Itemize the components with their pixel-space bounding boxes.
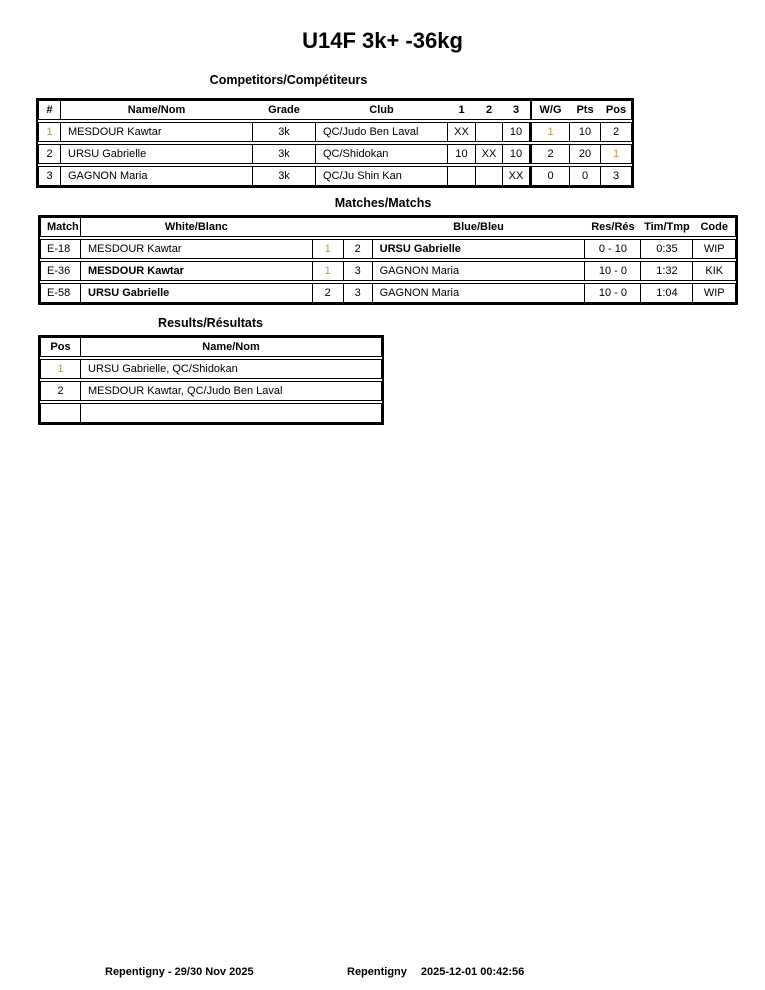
col-header-match2: 2	[485, 103, 493, 116]
match-row	[40, 261, 736, 281]
col-header-blue-number	[344, 218, 373, 236]
competitor-match2-cell	[476, 167, 503, 185]
competitor-number-cell: 2	[39, 145, 61, 163]
competitor-name-cell: URSU Gabrielle	[61, 145, 253, 163]
col-header-club: Club	[369, 103, 394, 116]
results-table	[38, 335, 384, 425]
competitor-match3-cell: XX	[503, 167, 530, 185]
result-position-cell: 1	[41, 360, 81, 378]
competitor-points-cell: 20	[570, 145, 601, 163]
match-white-number-cell: 1	[313, 262, 344, 280]
competitor-position-cell: 1	[612, 147, 620, 160]
footer-print-info	[347, 966, 524, 978]
col-header-blue: Blue/Bleu	[453, 220, 504, 233]
results-header-row	[40, 337, 382, 357]
result-name-cell: URSU Gabrielle, QC/Shidokan	[88, 362, 238, 375]
competitor-match2-cell	[476, 123, 503, 141]
competitor-number-cell: 1	[39, 123, 61, 141]
match-white-name-cell: MESDOUR Kawtar	[81, 240, 313, 258]
result-row	[40, 359, 382, 379]
competitor-row	[38, 122, 632, 142]
competitor-club-cell: QC/Shidokan	[316, 145, 448, 163]
result-name-cell	[81, 404, 381, 422]
match-code-cell: WIP	[703, 286, 725, 299]
competitors-header-row	[38, 100, 632, 120]
competitor-match3-cell: 10	[503, 145, 530, 163]
col-header-position: Pos	[41, 338, 81, 356]
match-white-number-cell: 1	[313, 240, 344, 258]
matches-header-row	[40, 217, 736, 237]
competitor-grade-cell: 3k	[253, 167, 316, 185]
match-blue-name-cell: URSU Gabrielle	[373, 240, 586, 258]
competitor-match3-cell: 10	[503, 123, 530, 141]
footer-timestamp-text: 2025-12-01 00:42:56	[420, 966, 525, 978]
match-blue-name-cell: GAGNON Maria	[373, 284, 586, 302]
match-row	[40, 283, 736, 303]
col-header-white-number	[313, 218, 344, 236]
result-position-cell	[41, 404, 81, 422]
col-header-name: Name/Nom	[202, 340, 260, 353]
competitors-section-heading: Competitors/Compétiteurs	[209, 73, 368, 87]
footer-event-text: Repentigny - 29/30 Nov 2025	[105, 966, 254, 978]
competitor-row	[38, 144, 632, 164]
match-time-cell: 1:04	[641, 284, 693, 302]
col-header-position: Pos	[605, 103, 627, 116]
competitor-match2-cell: XX	[476, 145, 503, 163]
competitor-position-cell: 2	[612, 125, 620, 138]
matches-table	[38, 215, 738, 305]
col-header-time: Tim/Tmp	[644, 220, 690, 233]
result-row	[40, 381, 382, 401]
match-result-cell: 0 - 10	[585, 240, 641, 258]
match-white-name-cell: URSU Gabrielle	[81, 284, 313, 302]
col-header-match-id: Match	[41, 218, 81, 236]
match-id-cell: E-18	[41, 240, 81, 258]
match-id-cell: E-36	[41, 262, 81, 280]
col-header-result: Res/Rés	[591, 220, 635, 233]
competitor-match1-cell: 10	[448, 145, 476, 163]
match-blue-name-cell: GAGNON Maria	[373, 262, 586, 280]
match-result-cell: 10 - 0	[585, 284, 641, 302]
match-code-cell: WIP	[703, 242, 725, 255]
col-header-points: Pts	[576, 103, 594, 116]
col-header-match1: 1	[458, 103, 465, 116]
match-blue-number-cell: 2	[344, 240, 373, 258]
matches-section-heading: Matches/Matchs	[334, 196, 432, 210]
competitor-wins-cell: 1	[530, 123, 570, 141]
competitor-row	[38, 166, 632, 186]
col-header-number: #	[39, 101, 61, 119]
competitor-wins-cell: 2	[530, 145, 570, 163]
competitor-grade-cell: 3k	[253, 123, 316, 141]
match-row	[40, 239, 736, 259]
match-code-cell: KIK	[705, 264, 724, 277]
footer-venue-text: Repentigny	[347, 966, 407, 978]
competitor-points-cell: 10	[570, 123, 601, 141]
match-time-cell: 0:35	[641, 240, 693, 258]
result-position-cell: 2	[41, 382, 81, 400]
match-white-name-cell: MESDOUR Kawtar	[81, 262, 313, 280]
competitor-club-cell: QC/Ju Shin Kan	[316, 167, 448, 185]
competitor-number-cell: 3	[39, 167, 61, 185]
competitor-match1-cell: XX	[448, 123, 476, 141]
result-name-cell: MESDOUR Kawtar, QC/Judo Ben Laval	[88, 384, 283, 397]
col-header-match3: 3	[512, 103, 520, 116]
competitor-name-cell: GAGNON Maria	[61, 167, 253, 185]
page-title: U14F 3k+ -36kg	[302, 28, 463, 53]
match-id-cell: E-58	[41, 284, 81, 302]
competitor-position-cell: 3	[612, 169, 620, 182]
col-header-wins: W/G	[530, 101, 570, 119]
col-header-white: White/Blanc	[164, 220, 228, 233]
competitor-grade-cell: 3k	[253, 145, 316, 163]
col-header-grade: Grade	[268, 103, 300, 116]
match-white-number-cell: 2	[313, 284, 344, 302]
col-header-code: Code	[700, 220, 728, 233]
competitor-club-cell: QC/Judo Ben Laval	[316, 123, 448, 141]
match-result-cell: 10 - 0	[585, 262, 641, 280]
competitor-match1-cell	[448, 167, 476, 185]
result-row	[40, 403, 382, 423]
match-time-cell: 1:32	[641, 262, 693, 280]
competitor-points-cell: 0	[570, 167, 601, 185]
competitor-wins-cell: 0	[530, 167, 570, 185]
col-header-name: Name/Nom	[127, 103, 186, 116]
competitor-name-cell: MESDOUR Kawtar	[61, 123, 253, 141]
competitors-table	[36, 98, 634, 188]
results-section-heading: Results/Résultats	[158, 316, 263, 330]
match-blue-number-cell: 3	[344, 262, 373, 280]
match-blue-number-cell: 3	[344, 284, 373, 302]
